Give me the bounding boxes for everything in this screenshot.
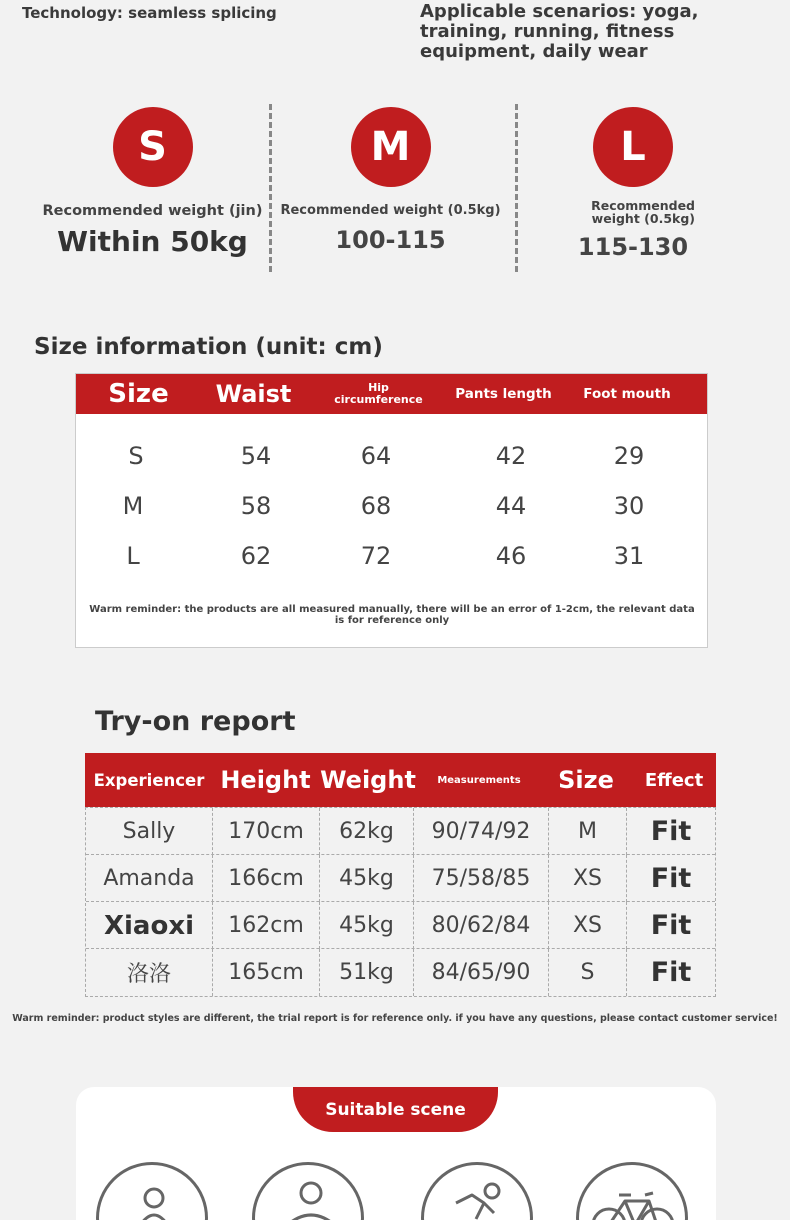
recommended-weight-label: Recommended weight (0.5kg) bbox=[591, 198, 695, 226]
size-badge: M bbox=[351, 107, 431, 187]
cell-effect: Fit bbox=[650, 957, 692, 988]
size-recommendations bbox=[0, 100, 790, 275]
cell-size: XS bbox=[549, 902, 627, 949]
stretching-icon bbox=[252, 1162, 364, 1220]
size-info-title: Size information (unit: cm) bbox=[34, 334, 383, 360]
cell-hip: 72 bbox=[360, 542, 392, 570]
recommended-weight-value: 115-130 bbox=[577, 233, 689, 261]
size-info-table bbox=[75, 373, 708, 648]
cell-size: M bbox=[122, 492, 144, 520]
table-row bbox=[86, 949, 715, 996]
cell-measurements: 84/65/90 bbox=[414, 949, 549, 996]
header-waist: Waist bbox=[215, 380, 292, 408]
cell-hip: 64 bbox=[360, 442, 392, 470]
cell-foot-mouth: 30 bbox=[613, 492, 645, 520]
table-row bbox=[86, 808, 715, 855]
cell-size: S bbox=[549, 949, 627, 996]
cell-measurements: 75/58/85 bbox=[414, 855, 549, 902]
cell-size: XS bbox=[549, 855, 627, 902]
recommended-weight-value: Within 50kg bbox=[57, 225, 248, 258]
recommended-weight-label: Recommended weight (0.5kg) bbox=[280, 203, 501, 218]
cell-weight: 51kg bbox=[320, 949, 414, 996]
cell-waist: 58 bbox=[240, 492, 272, 520]
bicycle-icon bbox=[576, 1162, 688, 1220]
cell-effect: Fit bbox=[650, 816, 692, 847]
header-weight: Weight bbox=[320, 766, 416, 794]
cell-height: 165cm bbox=[213, 949, 320, 996]
table-row bbox=[86, 855, 715, 902]
yoga-pose-icon bbox=[96, 1162, 208, 1220]
table-row bbox=[76, 542, 707, 582]
cell-experiencer: Xiaoxi bbox=[86, 902, 213, 949]
scenarios-text: Applicable scenarios: yoga, training, running, fitness equipment, daily wear bbox=[420, 1, 699, 62]
size-info-header bbox=[76, 374, 707, 414]
cell-pants-length: 42 bbox=[495, 442, 527, 470]
cell-weight: 45kg bbox=[320, 855, 414, 902]
size-card-m bbox=[278, 100, 503, 275]
header-pants-length: Pants length bbox=[455, 386, 552, 402]
cell-size: S bbox=[128, 442, 144, 470]
header-hip: Hip circumference bbox=[334, 381, 423, 406]
cell-effect: Fit bbox=[650, 910, 692, 941]
cell-experiencer: Amanda bbox=[86, 855, 213, 902]
cell-size: L bbox=[126, 542, 140, 570]
cell-height: 170cm bbox=[213, 808, 320, 855]
cell-weight: 62kg bbox=[320, 808, 414, 855]
cell-size: M bbox=[549, 808, 627, 855]
cell-effect: Fit bbox=[650, 863, 692, 894]
table-row bbox=[76, 442, 707, 482]
cell-height: 166cm bbox=[213, 855, 320, 902]
size-badge: L bbox=[593, 107, 673, 187]
divider bbox=[515, 104, 518, 272]
size-badge: S bbox=[113, 107, 193, 187]
cell-foot-mouth: 29 bbox=[613, 442, 645, 470]
cell-pants-length: 44 bbox=[495, 492, 527, 520]
table-row bbox=[86, 902, 715, 949]
recommended-weight-label: Recommended weight (jin) bbox=[42, 203, 263, 219]
running-icon bbox=[421, 1162, 533, 1220]
cell-experiencer: Sally bbox=[86, 808, 213, 855]
table-row bbox=[76, 492, 707, 532]
cell-pants-length: 46 bbox=[495, 542, 527, 570]
cell-measurements: 80/62/84 bbox=[414, 902, 549, 949]
header-effect: Effect bbox=[644, 769, 704, 791]
cell-foot-mouth: 31 bbox=[613, 542, 645, 570]
cell-weight: 45kg bbox=[320, 902, 414, 949]
size-card-l bbox=[545, 100, 721, 275]
try-on-table bbox=[85, 807, 716, 997]
try-on-note: Warm reminder: product styles are different, the trial report is for reference only. if you have any questions, please contact customer service! bbox=[12, 1013, 778, 1024]
size-card-s bbox=[35, 100, 270, 275]
cell-experiencer: 洛洛 bbox=[86, 949, 213, 996]
cell-waist: 54 bbox=[240, 442, 272, 470]
recommended-weight-value: 100-115 bbox=[335, 226, 446, 254]
header-height: Height bbox=[220, 766, 311, 794]
technology-text: Technology: seamless splicing bbox=[22, 4, 277, 22]
divider bbox=[269, 104, 272, 272]
suitable-scene-label: Suitable scene bbox=[293, 1087, 498, 1132]
try-on-header bbox=[85, 753, 716, 807]
header-experiencer: Experiencer bbox=[93, 770, 205, 790]
cell-waist: 62 bbox=[240, 542, 272, 570]
cell-height: 162cm bbox=[213, 902, 320, 949]
header-size: Size bbox=[108, 379, 169, 409]
header-measurements: Measurements bbox=[437, 774, 521, 786]
cell-hip: 68 bbox=[360, 492, 392, 520]
try-on-title: Try-on report bbox=[95, 706, 296, 737]
header-foot-mouth: Foot mouth bbox=[583, 386, 671, 402]
cell-measurements: 90/74/92 bbox=[414, 808, 549, 855]
size-info-note: Warm reminder: the products are all measured manually, there will be an error of 1-2cm, the relevant data is for reference only bbox=[89, 604, 695, 626]
header-size: Size bbox=[558, 766, 614, 794]
